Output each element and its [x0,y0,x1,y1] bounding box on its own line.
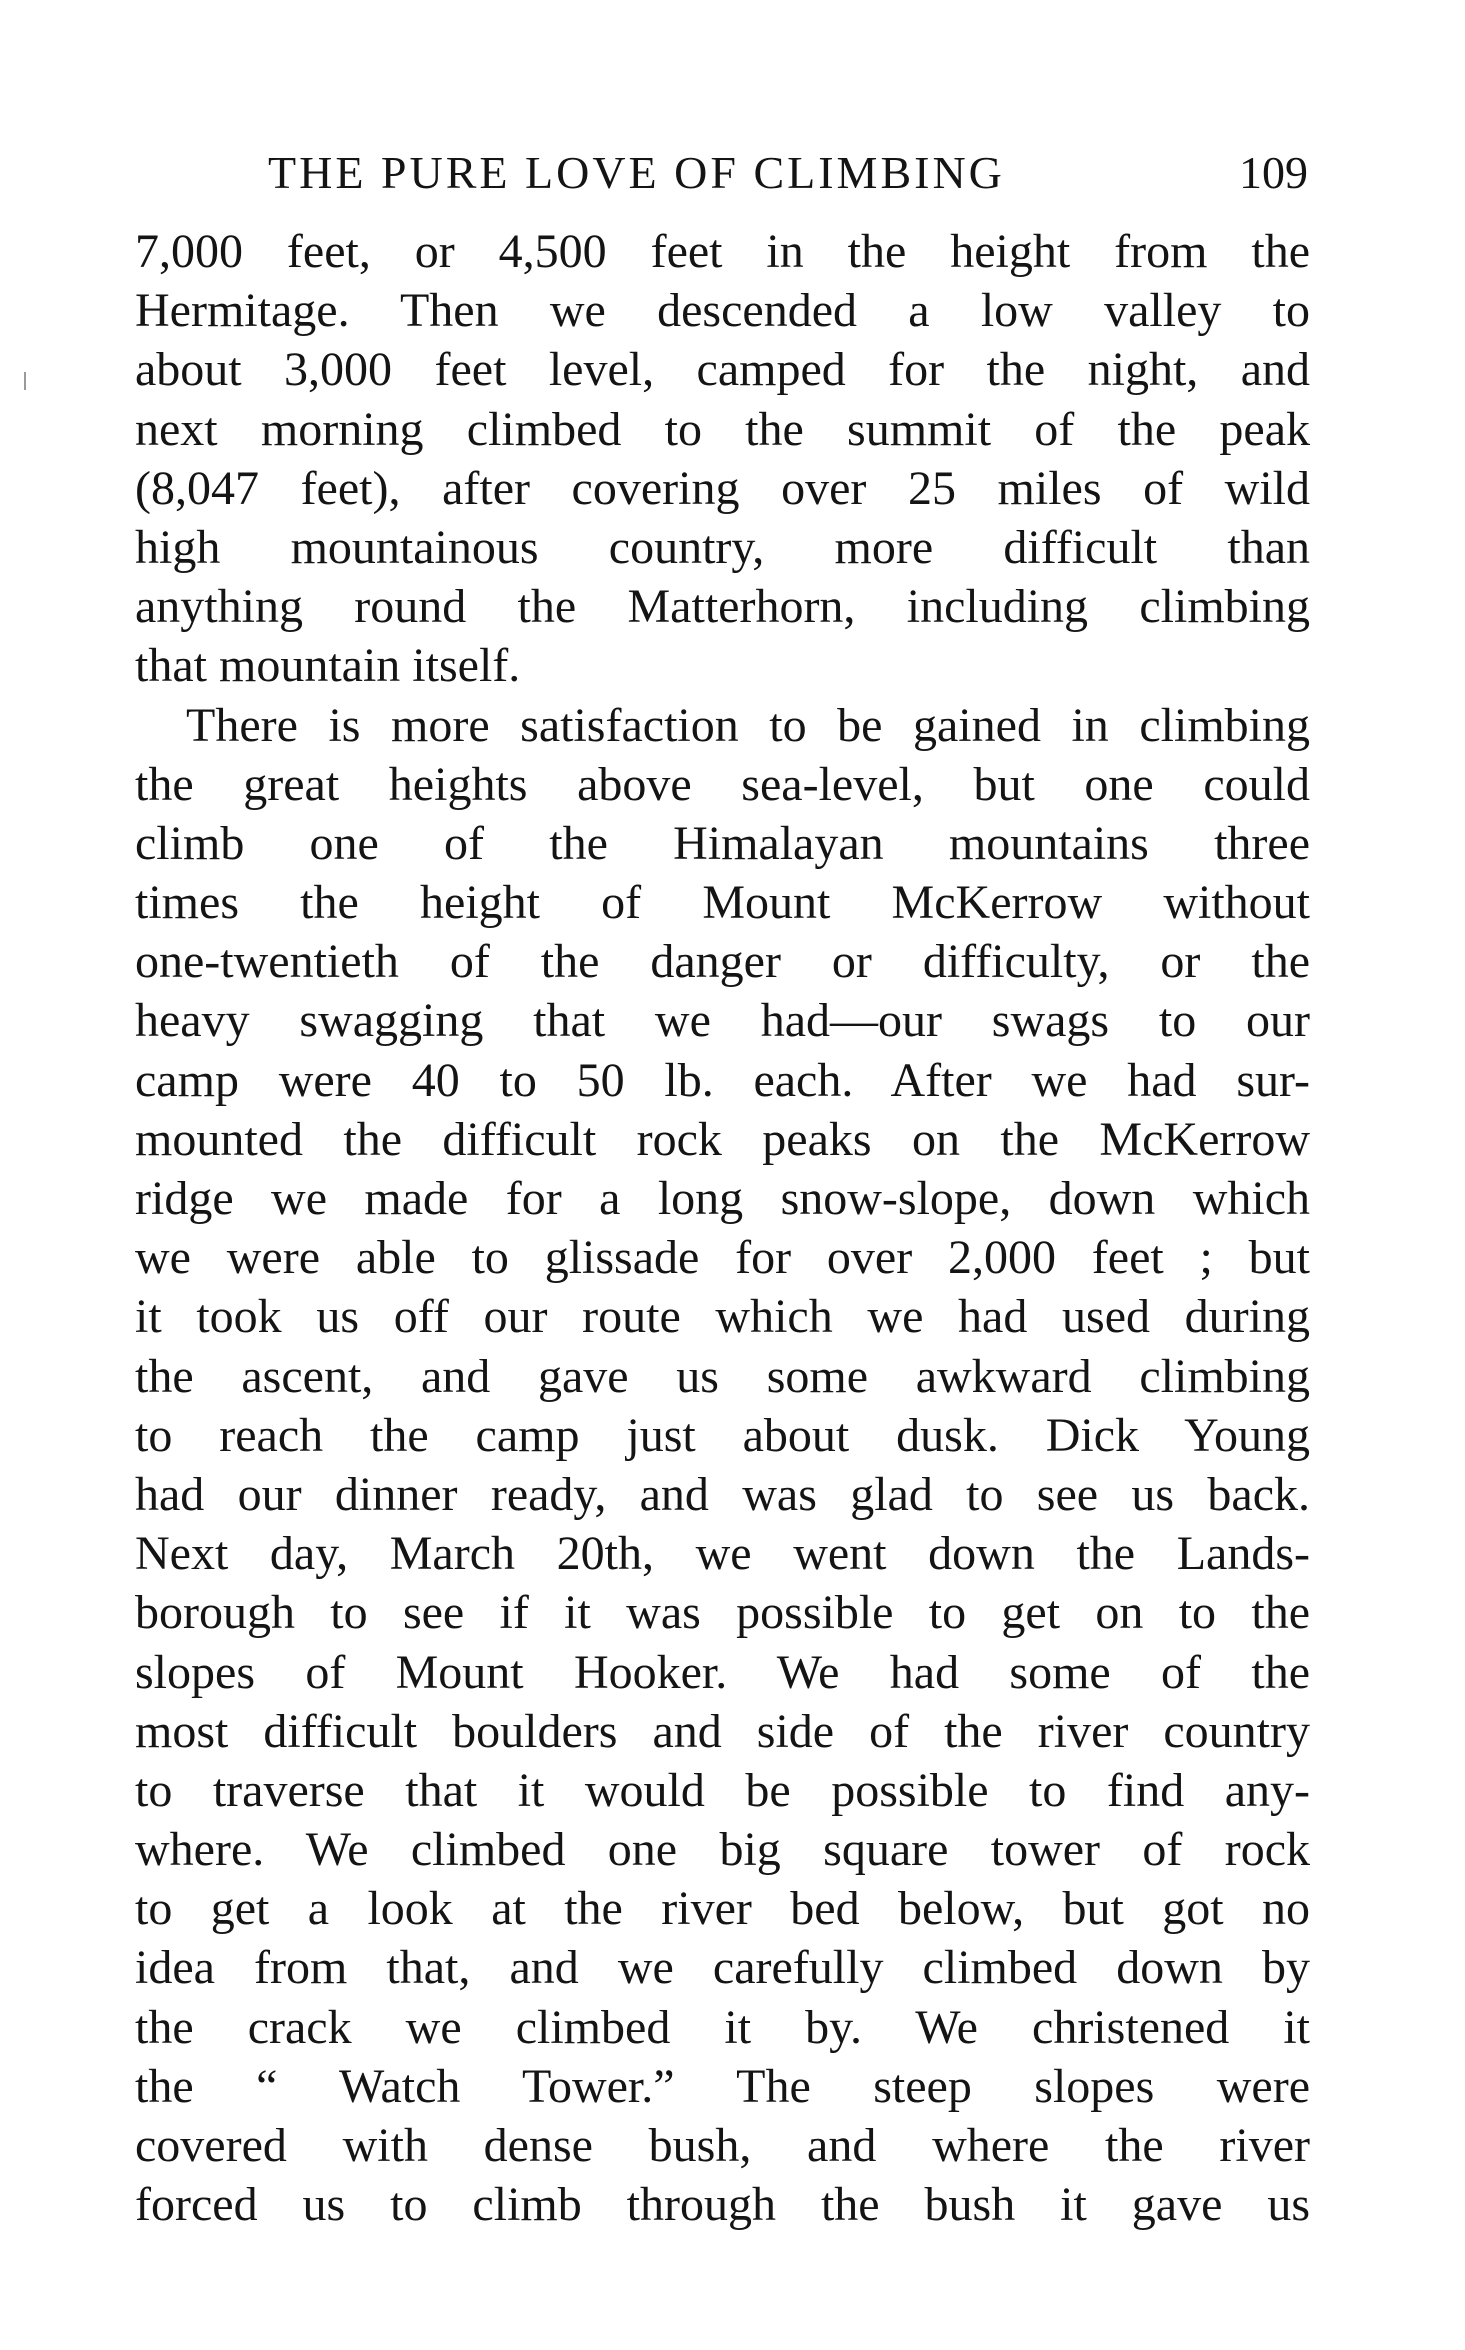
page-number: 109 [1239,147,1308,198]
text-line: anything round the Matterhorn, including climbing [135,580,1310,634]
text-line: forced us to climb through the bush it gave us [135,2178,1310,2232]
text-line: camp were 40 to 50 lb. each. After we had sur- [135,1053,1310,1107]
text-line: There is more satisfaction to be gained in climbing [186,698,1310,752]
text-line: the ascent, and gave us some awkward climbing [135,1349,1310,1403]
text-line: the great heights above sea-level, but one could [135,757,1310,811]
text-line: heavy swagging that we had—our swags to our [135,994,1310,1048]
text-line: borough to see if it was possible to get on to the [135,1586,1310,1640]
text-line: to traverse that it would be possible to find any- [135,1763,1310,1817]
text-line: Next day, March 20th, we went down the Lands- [135,1527,1310,1581]
text-line: that mountain itself. [135,639,521,693]
text-line: mounted the difficult rock peaks on the McKerrow [135,1112,1310,1166]
text-line: the “ Watch Tower.” The steep slopes were [135,2059,1310,2113]
text-line: it took us off our route which we had used during [135,1290,1310,1344]
running-header [138,140,1308,206]
text-line: covered with dense bush, and where the river [135,2119,1310,2172]
running-head-title: THE PURE LOVE OF CLIMBING [268,147,1005,198]
text-line: next morning climbed to the summit of the peak [135,402,1310,456]
text-line: we were able to glissade for over 2,000 feet ; but [135,1231,1310,1285]
text-line: to get a look at the river bed below, but got no [135,1882,1310,1936]
text-line: one-twentieth of the danger or difficulty, or the [135,935,1310,989]
text-line: times the height of Mount McKerrow without [135,876,1310,930]
text-line: about 3,000 feet level, camped for the night, and [135,343,1310,397]
text-line: most difficult boulders and side of the river country [135,1704,1310,1758]
text-line: (8,047 feet), after covering over 25 miles of wild [135,461,1310,515]
text-line: had our dinner ready, and was glad to see us back. [135,1467,1310,1521]
scan-mark [24,372,26,390]
text-line: high mountainous country, more difficult than [135,520,1310,574]
text-line: slopes of Mount Hooker. We had some of the [135,1645,1310,1699]
text-line: to reach the camp just about dusk. Dick Young [135,1408,1310,1462]
text-line: idea from that, and we carefully climbed down by [135,1941,1310,1995]
text-line: Hermitage. Then we descended a low valley to [135,284,1310,338]
text-line: climb one of the Himalayan mountains three [135,816,1310,870]
text-line: 7,000 feet, or 4,500 feet in the height from the [135,225,1310,278]
text-line: the crack we climbed it by. We christened it [135,2000,1310,2054]
text-line: ridge we made for a long snow-slope, down which [135,1172,1310,1225]
body-text [135,222,1310,2234]
text-line: where. We climbed one big square tower of rock [135,1823,1310,1877]
